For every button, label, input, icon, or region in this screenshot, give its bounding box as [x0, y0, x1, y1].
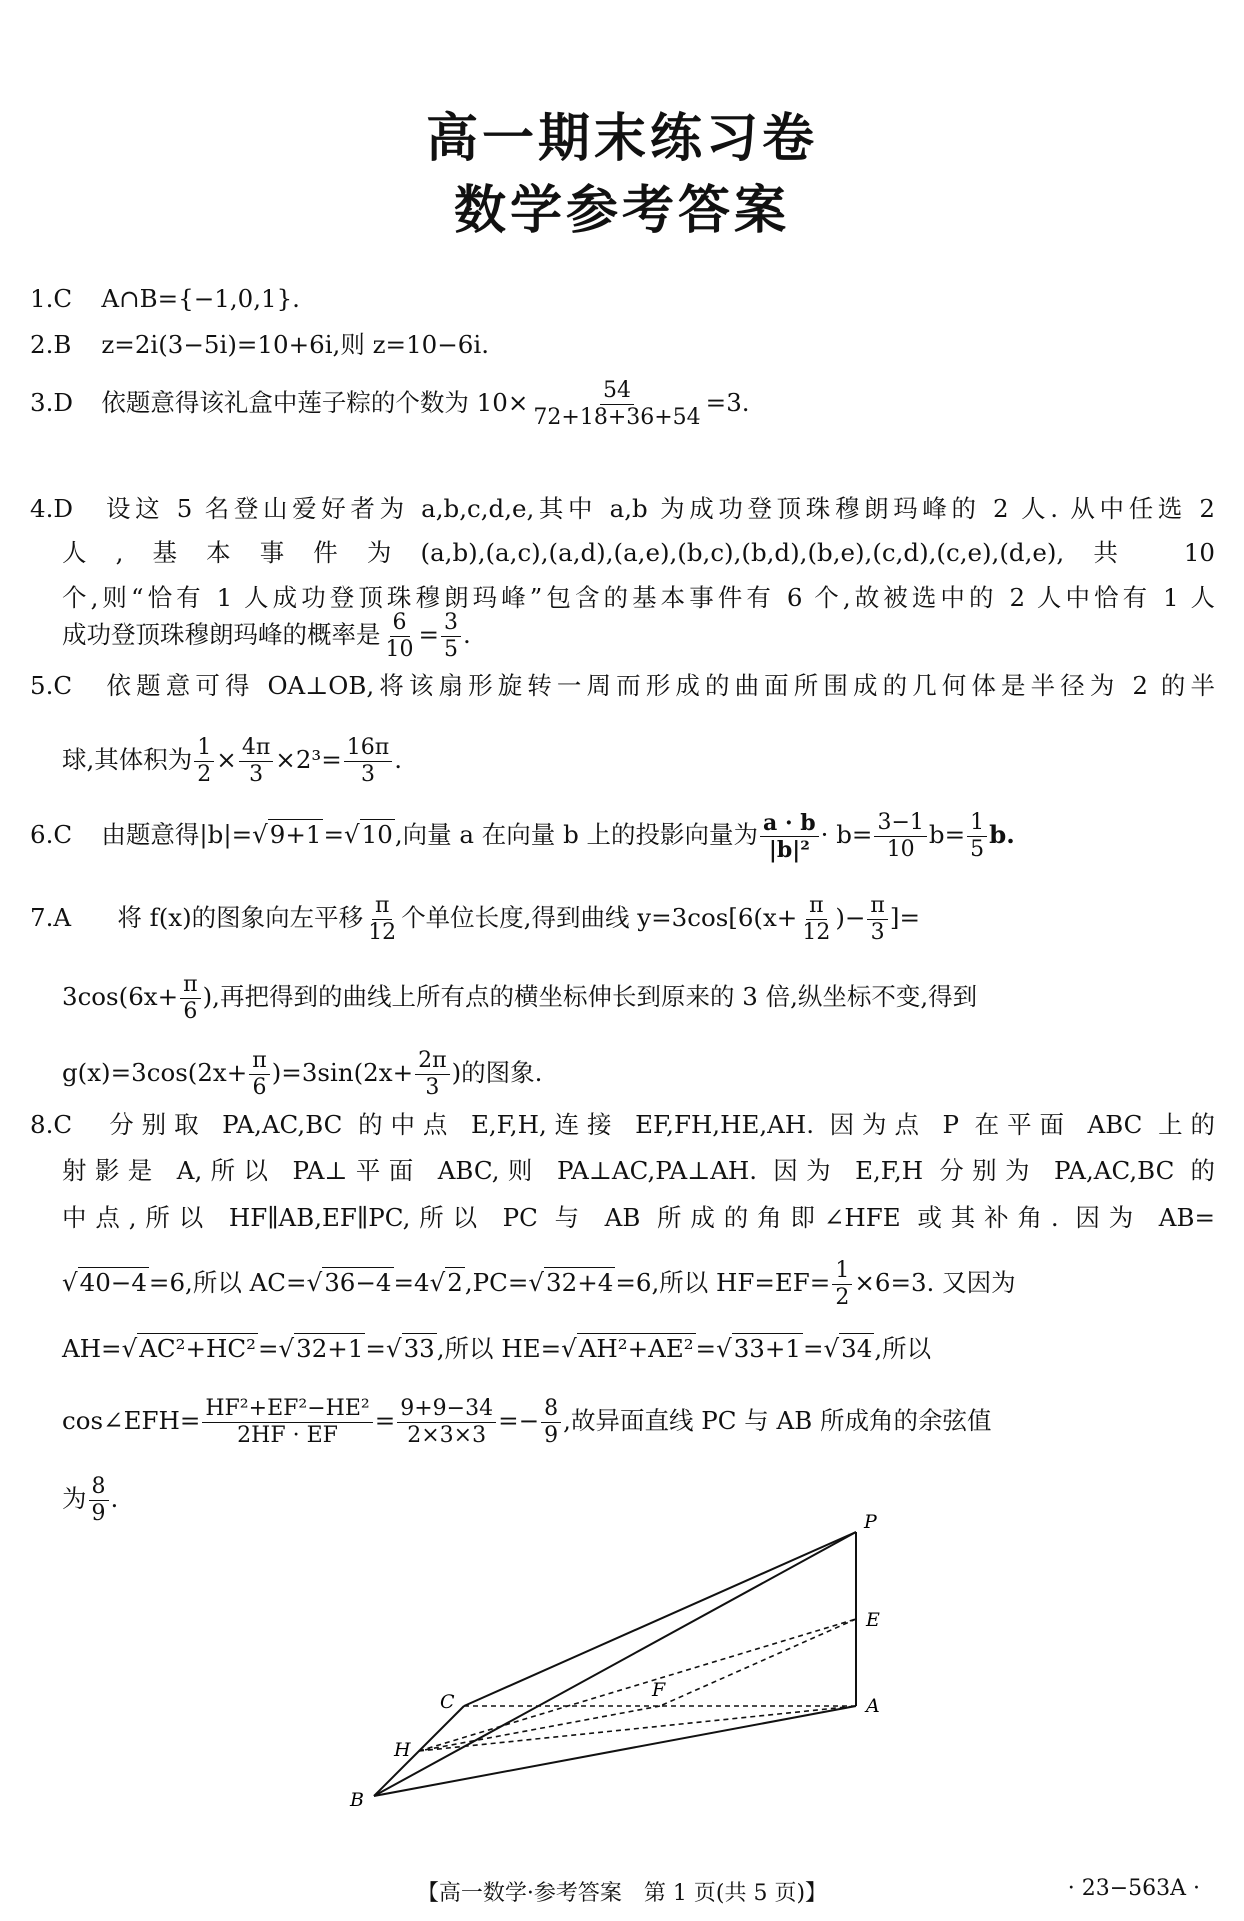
edge-HE-dashed: [419, 1619, 856, 1751]
answer-8-line-4: √40−4=6,所以 AC=√36−4=4√2,PC=√32+4=6,所以 HF=EF= $\frac{1}{2}$ ×6=3. 又因为: [62, 1258, 1016, 1310]
label-B: B: [350, 1789, 364, 1811]
answer-8-line-2: 射影是 A,所以 PA⊥平面 ABC,则 PA⊥AC,PA⊥AH. 因为 E,F,H 分别为 PA,AC,BC 的: [62, 1156, 1215, 1185]
edge-AB: [374, 1706, 856, 1796]
answer-4-line-1: 4.D 设这 5 名登山爱好者为 a,b,c,d,e,其中 a,b 为成功登顶珠穆朗玛峰的 2 人. 从中任选 2: [30, 494, 1215, 523]
answer-7-line-3: g(x)=3cos(2x+ $\frac{\pi}{6}$ )=3sin(2x+ $\frac{2\pi}{3}$ )的图象.: [62, 1048, 543, 1100]
answer-8-line-3: 中点,所以 HF∥AB,EF∥PC,所以 PC 与 AB 所成的角即∠HFE 或其补角. 因为 AB=: [62, 1203, 1215, 1232]
edge-HA-dashed: [419, 1706, 856, 1751]
document-code: · 23−563A ·: [1067, 1876, 1200, 1901]
label-A: A: [866, 1695, 880, 1717]
answer-8-line-1: 8.C 分别取 PA,AC,BC 的中点 E,F,H,连接 EF,FH,HE,AH. 因为点 P 在平面 ABC 上的: [30, 1110, 1215, 1139]
answer-6: 6.C 由题意得|b|=√9+1=√10,向量 a 在向量 b 上的投影向量为 $\frac{a \cdot b}{\text{|b|²}}$ · b= $\frac{3-1}{10}$ b= $\frac{1}{5}$ b.: [30, 810, 1015, 863]
answer-5-line-2: 球,其体积为 $\frac{1}{2}$ × $\frac{4\pi}{3}$ ×2³= $\frac{16\pi}{3}$ .: [62, 735, 403, 787]
edge-PB: [374, 1532, 856, 1796]
answer-7-line-1: 7.A 将 f(x)的图象向左平移 $\frac{\pi}{12}$ 个单位长度,得到曲线 y=3cos[6(x+ $\frac{\pi}{12}$ )− $\frac{\pi}{3}$ ]=: [30, 893, 920, 945]
label-C: C: [440, 1691, 455, 1713]
answer-4-line-3: 个,则“恰有 1 人成功登顶珠穆朗玛峰”包含的基本事件有 6 个,故被选中的 2 人中恰有 1 人: [62, 583, 1215, 612]
edge-FH-dashed: [419, 1706, 660, 1751]
answer-5-line-1: 5.C 依题意可得 OA⊥OB,将该扇形旋转一周而形成的曲面所围成的几何体是半径为 2 的半: [30, 671, 1215, 700]
label-E: E: [866, 1609, 880, 1631]
answer-8-line-6: cos∠EFH= $\frac{\text{HF²+EF²−HE²}}{2HF \cdot EF}$ = $\frac{9+9-34}{2\times 3\times 3}$ =− $\frac{8}{9}$ ,故异面直线 PC 与 AB 所成角的余弦值: [62, 1396, 992, 1448]
edge-EF-dashed: [660, 1619, 856, 1706]
label-F: F: [652, 1679, 666, 1701]
title-line-2: 数学参考答案: [453, 181, 790, 241]
answer-7-line-2: 3cos(6x+ $\frac{\pi}{6}$ ),再把得到的曲线上所有点的横坐标伸长到原来的 3 倍,纵坐标不变,得到: [62, 972, 978, 1024]
answer-8-line-5: AH=√AC²+HC²=√32+1=√33,所以 HE=√AH²+AE²=√33+1=√34,所以: [62, 1334, 932, 1363]
answer-1: 1.C A∩B={−1,0,1}.: [30, 284, 300, 313]
answer-2: 2.B z=2i(3−5i)=10+6i,则 z=10−6i.: [30, 330, 489, 359]
answer-3: 3.D 依题意得该礼盒中莲子粽的个数为 10× $\frac{54}{72+18+36+54}$ =3.: [30, 378, 750, 430]
label-P: P: [864, 1511, 877, 1533]
label-H: H: [394, 1739, 411, 1761]
answer-4-line-4: 成功登顶珠穆朗玛峰的概率是 $\frac{6}{10}$ = $\frac{3}{5}$ .: [62, 610, 471, 662]
title-line-1: 高一期末练习卷: [425, 109, 818, 169]
answer-4-line-2: 人,基本事件为(a,b),(a,c),(a,d),(a,e),(b,c),(b,d),(b,e),(c,d),(c,e),(d,e),共 10: [62, 538, 1215, 567]
page-footer: 【高一数学·参考答案 第 1 页(共 5 页)】: [416, 1881, 828, 1906]
answer-8-line-7: 为 $\frac{8}{9}$ .: [62, 1474, 119, 1526]
fraction: $\frac{54}{72+18+36+54}$: [533, 378, 701, 430]
